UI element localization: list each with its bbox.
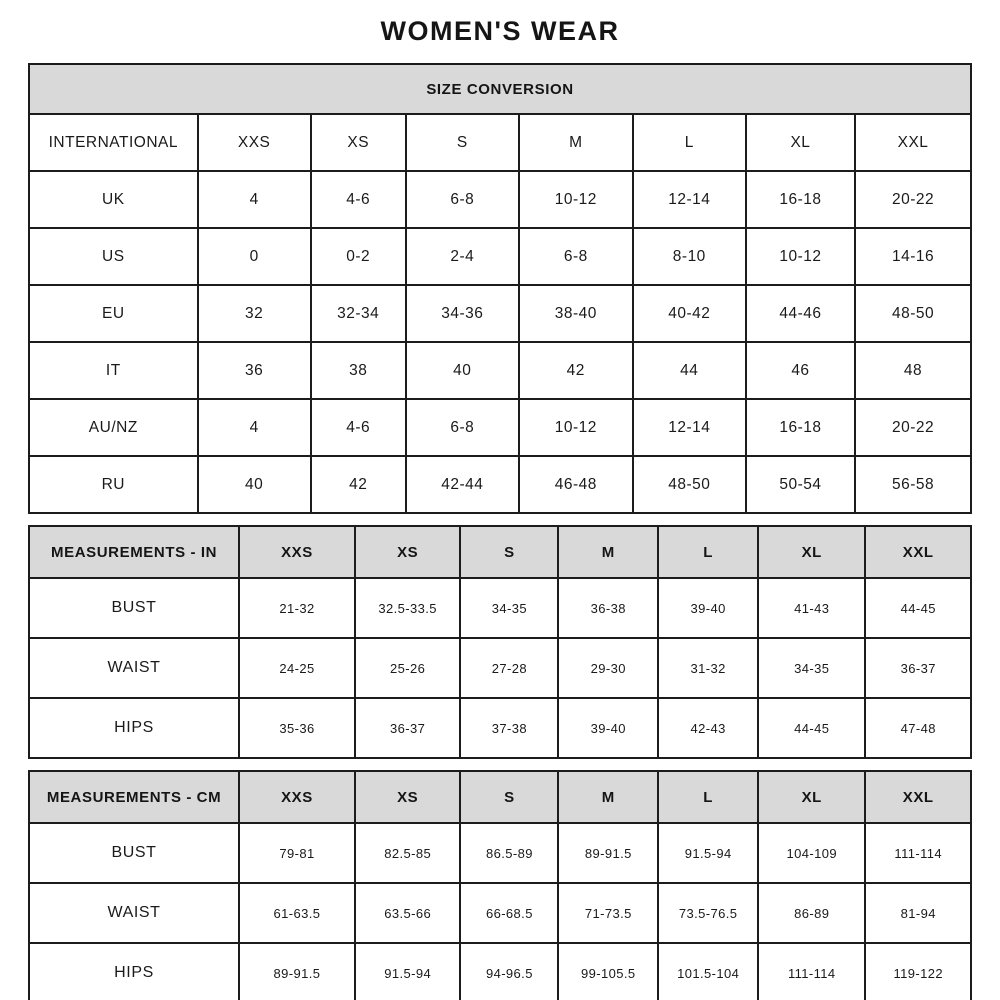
measure-cell: 119-122 [865, 943, 971, 1000]
measure-cell: 27-28 [460, 638, 558, 698]
column-header: XXL [855, 114, 971, 171]
measure-cell: 39-40 [558, 698, 658, 758]
size-cell: 44 [633, 342, 746, 399]
size-cell: 46 [746, 342, 855, 399]
measure-cell: 111-114 [758, 943, 865, 1000]
measure-cell: 31-32 [658, 638, 758, 698]
column-header: XS [355, 771, 461, 823]
row-label: HIPS [29, 698, 239, 758]
row-label: HIPS [29, 943, 239, 1000]
size-cell: 16-18 [746, 171, 855, 228]
measure-cell: 25-26 [355, 638, 461, 698]
column-header: XXS [239, 526, 355, 578]
size-cell: 40 [406, 342, 519, 399]
column-header: M [558, 771, 658, 823]
size-cell: 14-16 [855, 228, 971, 285]
size-cell: 38 [311, 342, 406, 399]
size-cell: 12-14 [633, 171, 746, 228]
measure-cell: 36-38 [558, 578, 658, 638]
size-cell: 56-58 [855, 456, 971, 513]
row-label: BUST [29, 578, 239, 638]
size-cell: 46-48 [519, 456, 633, 513]
size-cell: 42 [519, 342, 633, 399]
column-header: L [658, 771, 758, 823]
row-label: AU/NZ [29, 399, 198, 456]
size-cell: 48 [855, 342, 971, 399]
size-cell: 48-50 [633, 456, 746, 513]
row-label: WAIST [29, 638, 239, 698]
size-cell: 20-22 [855, 399, 971, 456]
size-cell: 6-8 [406, 399, 519, 456]
table-row [29, 578, 971, 638]
measure-cell: 82.5-85 [355, 823, 461, 883]
column-header-row [29, 114, 971, 171]
size-cell: 4 [198, 399, 311, 456]
size-cell: 32 [198, 285, 311, 342]
size-cell: 10-12 [746, 228, 855, 285]
size-cell: 4-6 [311, 171, 406, 228]
column-header: L [658, 526, 758, 578]
column-header: XL [758, 771, 865, 823]
table-row [29, 456, 971, 513]
measure-cell: 86-89 [758, 883, 865, 943]
table-band-row [29, 771, 971, 823]
table-row [29, 698, 971, 758]
measure-cell: 24-25 [239, 638, 355, 698]
page-title: WOMEN'S WEAR [380, 16, 620, 46]
row-label: RU [29, 456, 198, 513]
measure-cell: 89-91.5 [558, 823, 658, 883]
column-header: S [460, 526, 558, 578]
column-header: XXS [198, 114, 311, 171]
measure-cell: 21-32 [239, 578, 355, 638]
size-cell: 12-14 [633, 399, 746, 456]
measure-cell: 94-96.5 [460, 943, 558, 1000]
measure-cell: 86.5-89 [460, 823, 558, 883]
measure-cell: 44-45 [865, 578, 971, 638]
measure-cell: 66-68.5 [460, 883, 558, 943]
table-row [29, 228, 971, 285]
size-cell: 44-46 [746, 285, 855, 342]
measure-cell: 104-109 [758, 823, 865, 883]
size-conversion-table [28, 63, 972, 514]
size-cell: 16-18 [746, 399, 855, 456]
table-band-row [29, 64, 971, 114]
size-cell: 32-34 [311, 285, 406, 342]
measure-cell: 36-37 [355, 698, 461, 758]
measure-cell: 111-114 [865, 823, 971, 883]
measure-cell: 81-94 [865, 883, 971, 943]
size-cell: 42-44 [406, 456, 519, 513]
column-header: L [633, 114, 746, 171]
column-header: XS [355, 526, 461, 578]
size-cell: 20-22 [855, 171, 971, 228]
measure-cell: 99-105.5 [558, 943, 658, 1000]
measure-cell: 89-91.5 [239, 943, 355, 1000]
measure-cell: 34-35 [758, 638, 865, 698]
size-cell: 8-10 [633, 228, 746, 285]
row-label: WAIST [29, 883, 239, 943]
column-header: S [460, 771, 558, 823]
table-row [29, 943, 971, 1000]
measure-cell: 73.5-76.5 [658, 883, 758, 943]
measure-cell: 29-30 [558, 638, 658, 698]
measure-cell: 63.5-66 [355, 883, 461, 943]
size-cell: 0 [198, 228, 311, 285]
row-label: UK [29, 171, 198, 228]
measure-cell: 34-35 [460, 578, 558, 638]
table-band-row [29, 526, 971, 578]
size-cell: 42 [311, 456, 406, 513]
measurements-cm-title: MEASUREMENTS - CM [29, 771, 239, 823]
size-cell: 34-36 [406, 285, 519, 342]
column-header: XXS [239, 771, 355, 823]
measurements-cm-table [28, 770, 972, 1000]
row-label: BUST [29, 823, 239, 883]
measure-cell: 35-36 [239, 698, 355, 758]
column-header: XXL [865, 771, 971, 823]
measure-cell: 91.5-94 [355, 943, 461, 1000]
measurements-in-table [28, 525, 972, 759]
row-label: US [29, 228, 198, 285]
measure-cell: 42-43 [658, 698, 758, 758]
table-row [29, 823, 971, 883]
measure-cell: 71-73.5 [558, 883, 658, 943]
column-header: S [406, 114, 519, 171]
row-label: EU [29, 285, 198, 342]
table-row [29, 399, 971, 456]
size-cell: 4 [198, 171, 311, 228]
table-row [29, 883, 971, 943]
size-cell: 38-40 [519, 285, 633, 342]
size-cell: 2-4 [406, 228, 519, 285]
column-header: M [519, 114, 633, 171]
row-label: IT [29, 342, 198, 399]
size-cell: 4-6 [311, 399, 406, 456]
column-header: XXL [865, 526, 971, 578]
measure-cell: 61-63.5 [239, 883, 355, 943]
size-cell: 10-12 [519, 399, 633, 456]
size-cell: 40-42 [633, 285, 746, 342]
column-header: INTERNATIONAL [29, 114, 198, 171]
measure-cell: 79-81 [239, 823, 355, 883]
size-cell: 48-50 [855, 285, 971, 342]
measurements-in-title: MEASUREMENTS - IN [29, 526, 239, 578]
size-conversion-title: SIZE CONVERSION [29, 64, 971, 114]
size-cell: 0-2 [311, 228, 406, 285]
measure-cell: 47-48 [865, 698, 971, 758]
table-row [29, 285, 971, 342]
measure-cell: 32.5-33.5 [355, 578, 461, 638]
column-header: XS [311, 114, 406, 171]
measure-cell: 37-38 [460, 698, 558, 758]
size-cell: 50-54 [746, 456, 855, 513]
column-header: M [558, 526, 658, 578]
size-cell: 36 [198, 342, 311, 399]
size-cell: 6-8 [519, 228, 633, 285]
measure-cell: 36-37 [865, 638, 971, 698]
measure-cell: 91.5-94 [658, 823, 758, 883]
size-cell: 40 [198, 456, 311, 513]
size-cell: 6-8 [406, 171, 519, 228]
size-cell: 10-12 [519, 171, 633, 228]
measure-cell: 101.5-104 [658, 943, 758, 1000]
measure-cell: 44-45 [758, 698, 865, 758]
table-row [29, 342, 971, 399]
measure-cell: 39-40 [658, 578, 758, 638]
table-row [29, 638, 971, 698]
column-header: XL [746, 114, 855, 171]
measure-cell: 41-43 [758, 578, 865, 638]
column-header: XL [758, 526, 865, 578]
table-row [29, 171, 971, 228]
